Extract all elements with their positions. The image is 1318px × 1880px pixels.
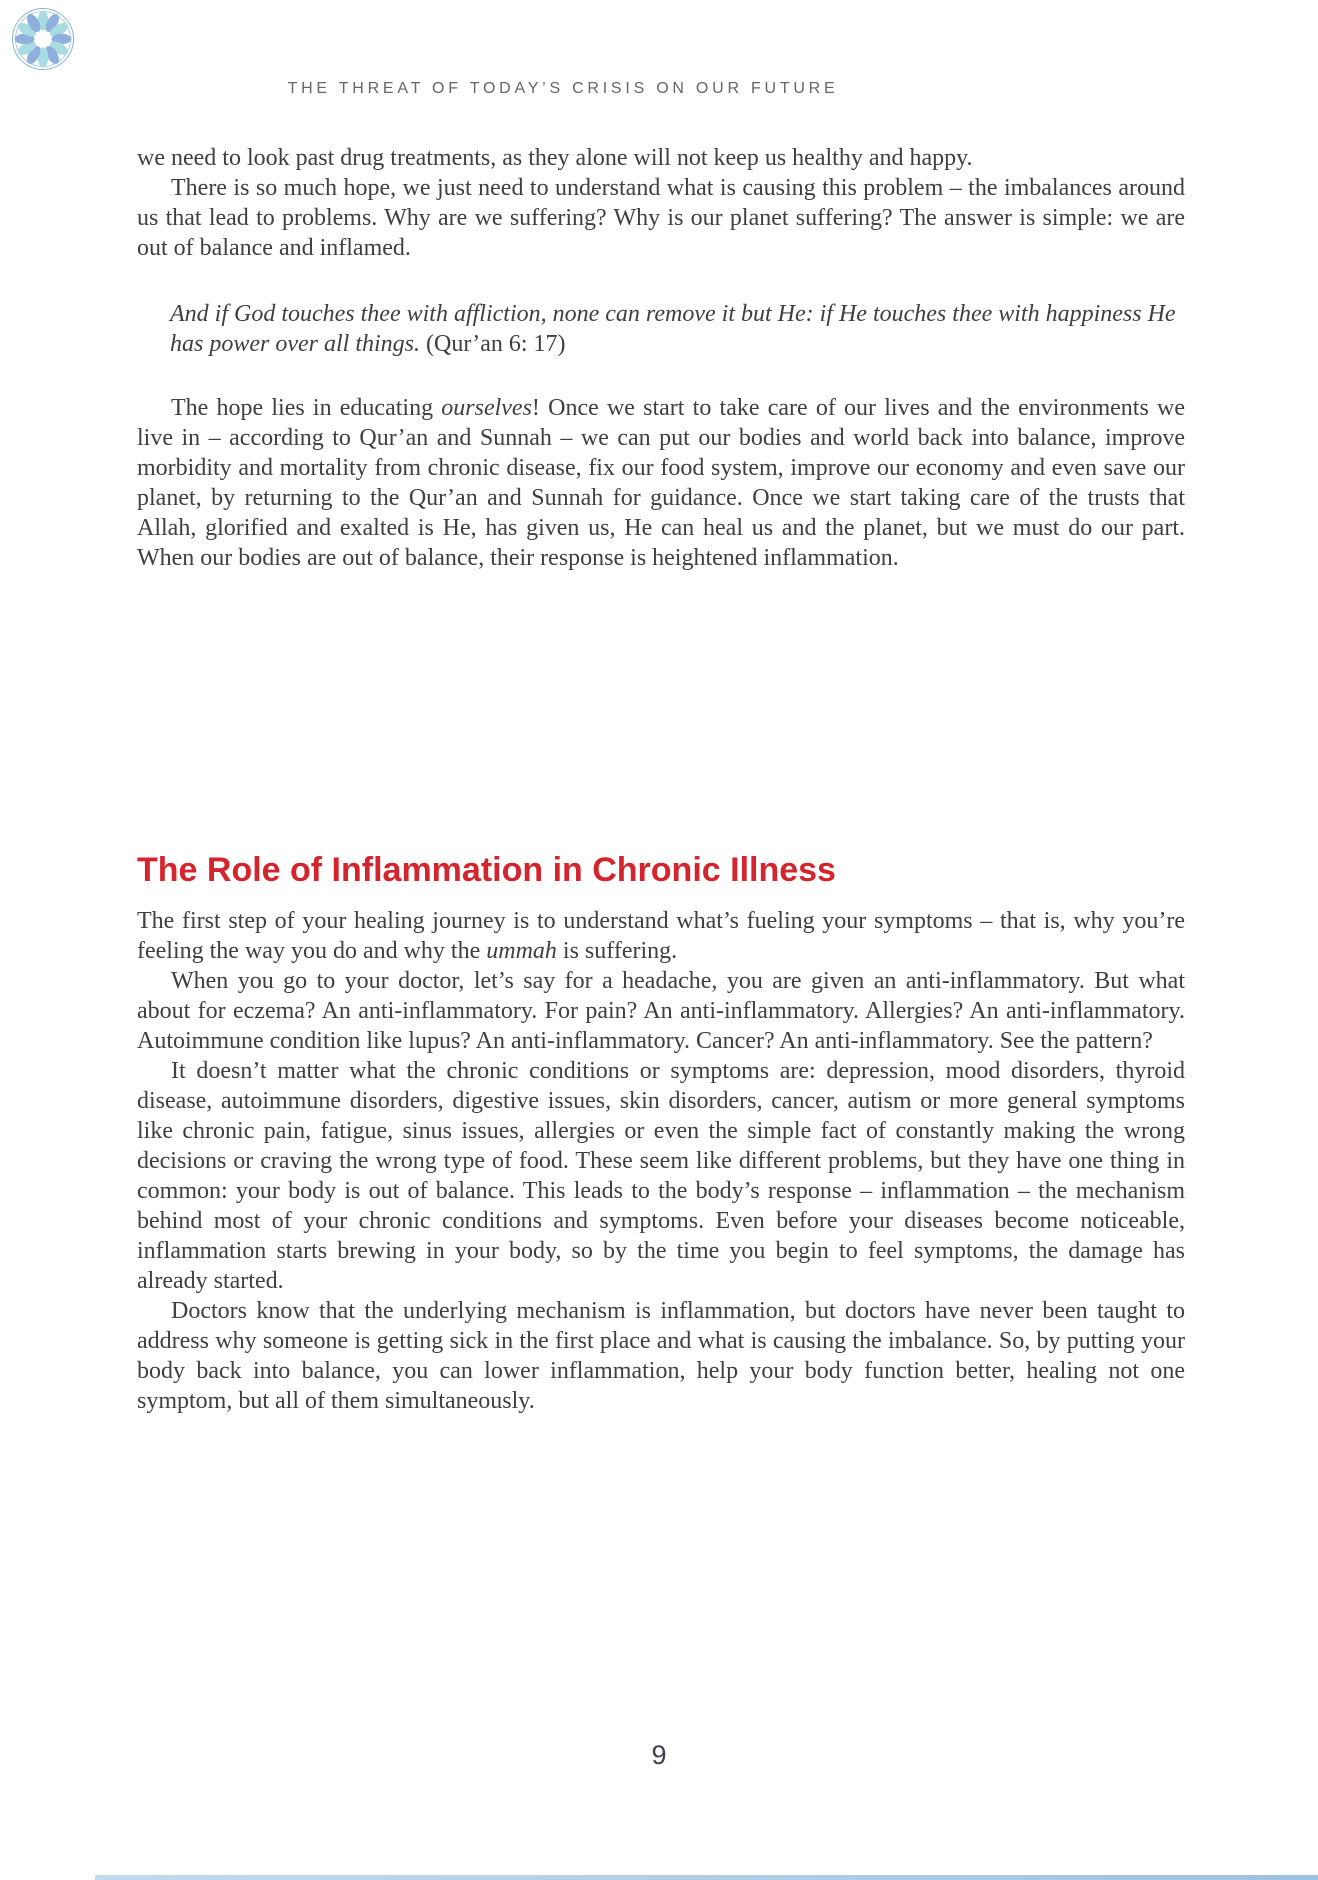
paragraph bbox=[137, 966, 1185, 1056]
paragraph-text: There is so much hope, we just need to understand what is causing this problem – the imbalances around us that lead to problems. Why are we suffering? Why is our planet suffering? The answer is simple: we are out of balance and inflamed. bbox=[137, 175, 1185, 261]
bottom-edge-rule bbox=[95, 1875, 1318, 1880]
paragraph bbox=[137, 906, 1185, 966]
mandala-flower-logo-icon bbox=[10, 6, 76, 72]
paragraph-text: ! Once we start to take care of our lives and the environments we live in – according to Qur’an and Sunnah – we can put our bodies and world back into balance, improve morbidity and mortality from chronic disease, fix our food system, improve our economy and even save our planet, by returning to the Qur’an and Sunnah for guidance. Once we start taking care of the trusts that Allah, glorified and exalted is He, has given us, He can heal us and the planet, but we must do our part. When our bodies are out of balance, their response is heightened inflammation. bbox=[137, 395, 1185, 571]
lower-text-block bbox=[137, 850, 1185, 1416]
paragraph bbox=[137, 173, 1185, 263]
italic-word: ummah bbox=[486, 938, 557, 964]
running-header: THE THREAT OF TODAY’S CRISIS ON OUR FUTURE bbox=[287, 80, 839, 97]
paragraph bbox=[137, 1056, 1185, 1296]
paragraph-text: When you go to your doctor, let’s say for a headache, you are given an anti-inflammatory. But what about for eczema? An anti-inflammatory. For pain? An anti-inflammatory. Allergies? An anti-inflammatory. Autoimmune condition like lupus? An anti-inflammatory. Cancer? An anti-inflammatory. See the pattern? bbox=[137, 968, 1185, 1054]
paragraph-text: is suffering. bbox=[556, 938, 678, 964]
paragraph-text: we need to look past drug treatments, as they alone will not keep us healthy and happy. bbox=[137, 145, 973, 171]
section-heading: The Role of Inflammation in Chronic Illness bbox=[137, 851, 836, 889]
paragraph bbox=[137, 143, 1185, 173]
quran-quote-block bbox=[170, 299, 1185, 359]
quote-citation: (Qur’an 6: 17) bbox=[420, 331, 566, 357]
italic-word: ourselves bbox=[441, 395, 532, 421]
paragraph-text: The hope lies in educating bbox=[171, 395, 442, 421]
paragraph bbox=[137, 1296, 1185, 1416]
paragraph bbox=[137, 393, 1185, 573]
page-number: 9 bbox=[651, 1740, 667, 1770]
paragraph-text: Doctors know that the underlying mechanism is inflammation, but doctors have never been taught to address why someone is getting sick in the first place and what is causing the imbalance. So, by putting your body back into balance, you can lower inflammation, help your body function better, healing not one symptom, but all of them simultaneously. bbox=[137, 1298, 1185, 1414]
upper-text-block bbox=[137, 143, 1185, 573]
paragraph-text: It doesn’t matter what the chronic conditions or symptoms are: depression, mood disorders, thyroid disease, autoimmune disorders, digestive issues, skin disorders, cancer, autism or more general symptoms like chronic pain, fatigue, sinus issues, allergies or even the simple fact of constantly making the wrong decisions or craving the wrong type of food. These seem like different problems, but they have one thing in common: your body is out of balance. This leads to the body’s response – inflammation – the mechanism behind most of your chronic conditions and symptoms. Even before your diseases become noticeable, inflammation starts brewing in your body, so by the time you begin to feel symptoms, the damage has already started. bbox=[137, 1058, 1185, 1294]
quote-italic-text: And if God touches thee with affliction, none can remove it but He: if He touches thee with happiness He has power over all things. bbox=[170, 301, 1176, 357]
paragraph-text: The first step of your healing journey is to understand what’s fueling your symptoms – that is, why you’re feeling the way you do and why the bbox=[137, 908, 1185, 964]
